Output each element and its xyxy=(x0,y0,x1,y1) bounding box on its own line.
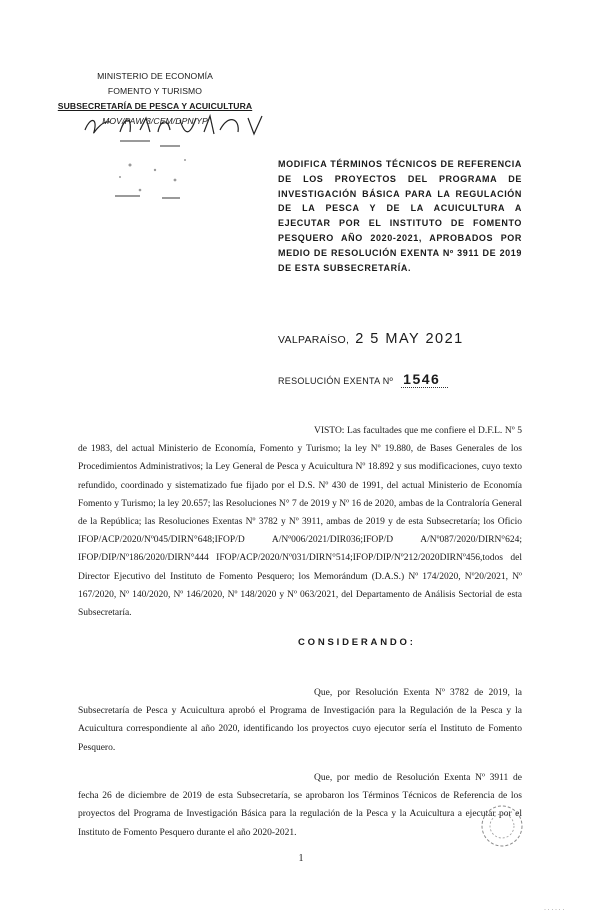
considerando-paragraph-1: Que, por Resolución Exenta Nº 3782 de 2019, la Subsecretaría de Pesca y Acuicultura aprobó el Programa de Investigación para la Regulación de la Pesca y la Acuicultura correspondiente al año 2020, identificando los proyectos cuyo ejecutor sería el Instituto de Fomento Pesquero. xyxy=(78,688,522,753)
place-date-line xyxy=(278,331,464,347)
visto-paragraph: VISTO: Las facultades que me confiere el D.F.L. Nº 5 de 1983, del actual Ministerio de Economía, Fomento y Turismo; la ley Nº 19.880, de Bases Generales de los Procedimientos Administrativos; la Ley General de Pesca y Acuicultura Nº 18.892 y sus modificaciones, cuyo texto refundido, coordinado y sistematizado fue fijado por el D.S. Nº 430 de 1991, del actual Ministerio de Economía Fomento y Turismo; la ley 20.657; las Resoluciones N° 7 de 2019 y Nº 16 de 2020, ambas de la Contraloría General de la República; las Resoluciones Exentas Nº 3782 y Nº 3911, ambas de 2019 y de esta Subsecretaría; los Oficio IFOP/ACP/2020/Nº045/DIRN°648;IFOP/D A/Nº006/2021/DIR036;IFOP/D A/Nº087/2020/DIRN°624; IFOP/DIP/Nº186/2020/DIRN°444 IFOP/ACP/2020/Nº031/DIRN°514;IFOP/DIP/Nº212/2020DIRNº456,todos del Director Ejecutivo del Instituto de Fomento Pesquero; los Memorándum (D.A.S.) Nº 174/2020, Nº20/2021, Nº 167/2020, Nº 140/2020, Nº 146/2020, Nº 148/2020 y Nº 063/2021, del Departamento de Análisis Sectorial de esta Subsecretaría. xyxy=(78,426,522,619)
date-stamp: 2 5 MAY 2021 xyxy=(355,331,464,347)
document-title: MODIFICA TÉRMINOS TÉCNICOS DE REFERENCIA DE LOS PROYECTOS DEL PROGRAMA DE INVESTIGACIÓN BÁSICA PARA LA REGULACIÓN DE LA PESCA Y DE LA ACUICULTURA A EJECUTAR POR EL INSTITUTO DE FOMENTO PESQUERO AÑO 2020-2021, APROBADOS POR MEDIO DE RESOLUCIÓN EXENTA Nº 3911 DE 2019 DE ESTA SUBSECRETARÍA. xyxy=(278,159,522,273)
subsecretaria-name: SUBSECRETARÍA DE PESCA Y ACUICULTURA xyxy=(57,101,253,111)
considerando-paragraph-2: Que, por medio de Resolución Exenta Nº 3911 de fecha 26 de diciembre de 2019 de esta Subsecretaría, se aprobaron los Términos Técnicos de Referencia de los proyectos del Programa de Investigación Básica para la regulación de la Pesca y la Acuicultura a ejecutar por el Instituto de Fomento Pesquero durante el año 2020-2021. xyxy=(78,773,522,838)
footer-mark: · · · · · · xyxy=(544,907,565,913)
resolution-line xyxy=(278,371,448,387)
considerando-heading: CONSIDERANDO: xyxy=(298,637,416,648)
page-number: 1 xyxy=(298,853,304,864)
stamp-seal xyxy=(100,135,200,215)
reference-code: MOV/PAW/3/CEM/DPN/YP xyxy=(102,116,208,126)
official-seal xyxy=(478,802,526,850)
ministry-name: MINISTERIO DE ECONOMÍA xyxy=(97,71,213,81)
resolution-number: 1546 xyxy=(401,371,448,388)
resolution-label: RESOLUCIÓN EXENTA Nº xyxy=(278,376,394,386)
place-label: VALPARAÍSO, xyxy=(278,334,350,346)
ministry-name-line2: FOMENTO Y TURISMO xyxy=(107,86,203,96)
